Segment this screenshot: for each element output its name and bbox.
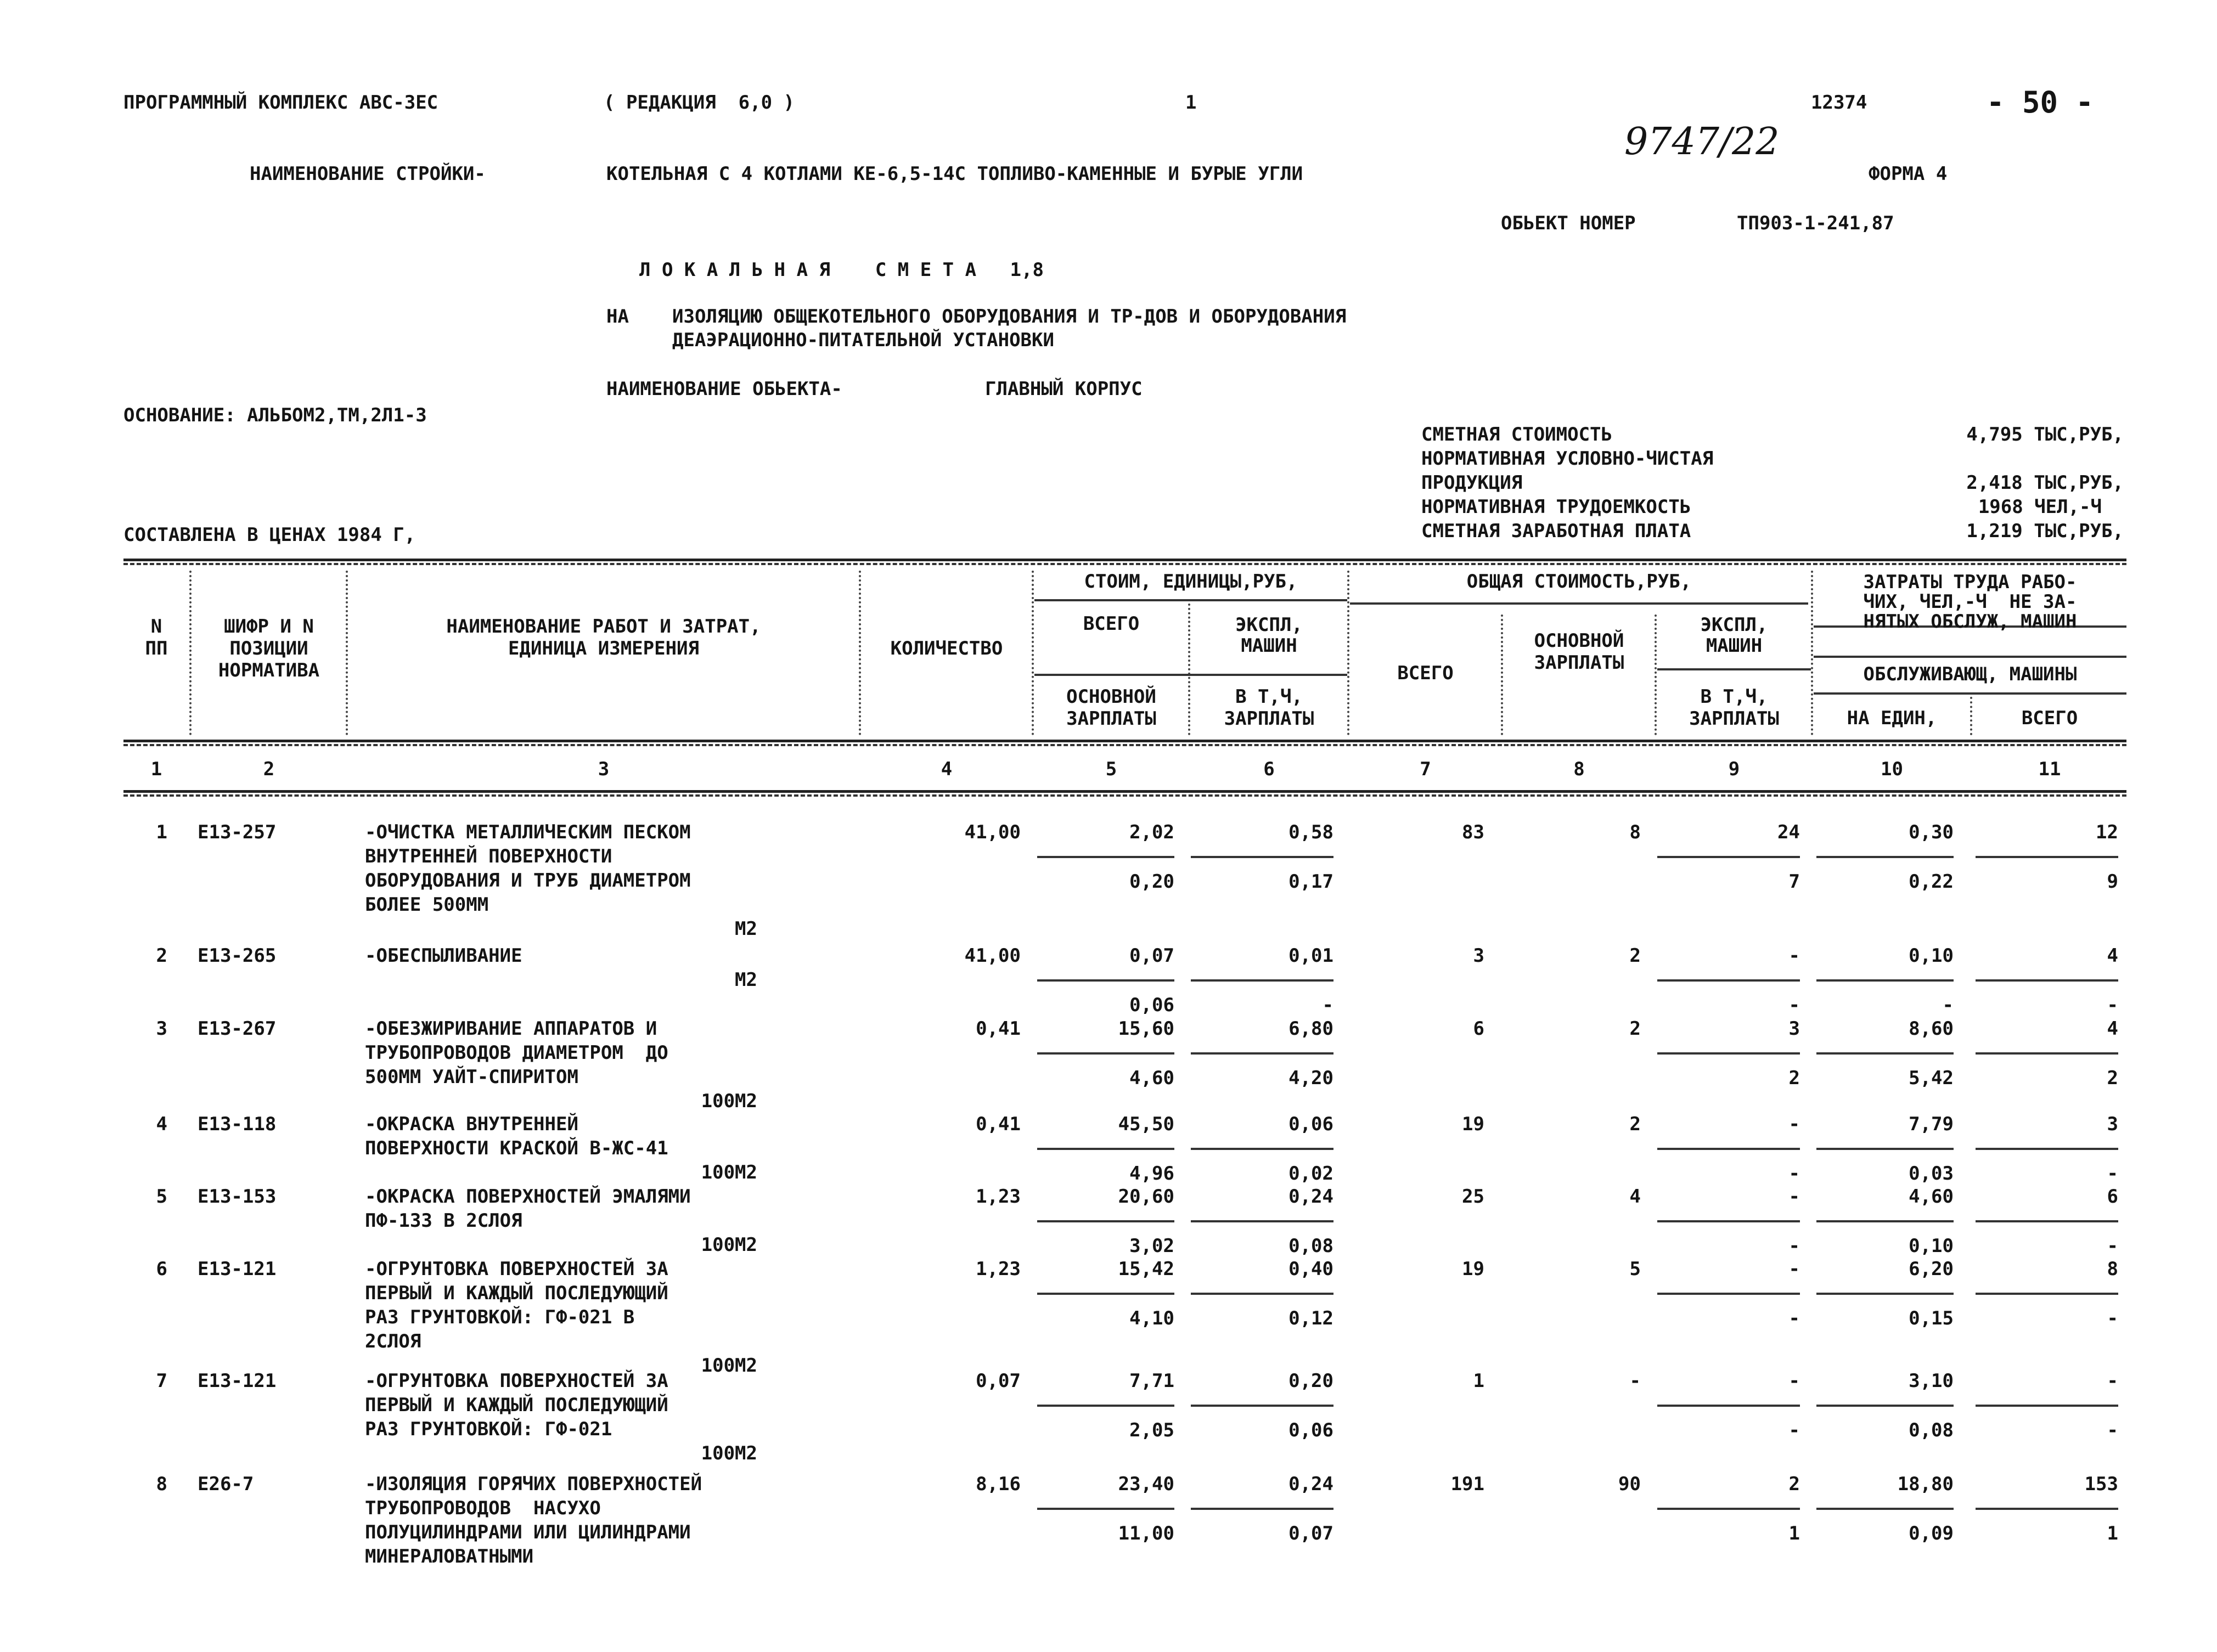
row-name-line: -ОБЕЗЖИРИВАНИЕ АППАРАТОВ И bbox=[365, 1018, 657, 1040]
header-total-machines: ЭКСПЛ, МАШИН bbox=[1700, 614, 1768, 657]
row-subrule bbox=[1657, 856, 1800, 858]
row-name-line: ТРУБОПРОВОДОВ ДИАМЕТРОМ ДО bbox=[365, 1042, 668, 1064]
header-unit-wage: ОСНОВНОЙ ЗАРПЛАТЫ bbox=[1066, 686, 1156, 730]
row-value-c9a: - bbox=[1788, 1370, 1800, 1392]
row-name-line: ПОЛУЦИЛИНДРАМИ ИЛИ ЦИЛИНДРАМИ bbox=[365, 1521, 691, 1543]
row-value-c11a: 4 bbox=[2107, 1018, 2118, 1040]
col-separator bbox=[346, 571, 348, 735]
row-subrule bbox=[1816, 979, 1954, 982]
row-value-c7: 83 bbox=[1462, 821, 1484, 843]
row-subrule bbox=[1037, 1293, 1174, 1295]
row-value-c10a: 8,60 bbox=[1909, 1018, 1954, 1040]
header-col-1: N ПП bbox=[145, 616, 168, 659]
row-subrule bbox=[1816, 1405, 1954, 1407]
row-value-c9b: 2 bbox=[1788, 1067, 1800, 1089]
row-unit: 100М2 bbox=[701, 1090, 757, 1112]
header-subrule bbox=[1814, 656, 2126, 658]
subject-line-2: ДЕАЭРАЦИОННО-ПИТАТЕЛЬНОЙ УСТАНОВКИ bbox=[672, 329, 1054, 351]
row-value-c10b: 0,22 bbox=[1909, 871, 1954, 893]
row-value-c11b: 9 bbox=[2107, 871, 2118, 893]
header-labor: ЗАТРАТЫ ТРУДА РАБО- ЧИХ, ЧЕЛ,-Ч НЕ ЗА- НЯТЫХ ОБСЛУЖ, МАШИН bbox=[1863, 571, 2077, 633]
row-value-c7: 25 bbox=[1462, 1186, 1484, 1208]
row-value-c7: 19 bbox=[1462, 1113, 1484, 1135]
row-value-c11b: 1 bbox=[2107, 1523, 2118, 1544]
header-labor-unit: НА ЕДИН, bbox=[1847, 707, 1937, 729]
row-value-c10b: 0,10 bbox=[1909, 1235, 1954, 1257]
summary-value-wage: 1,219 ТЫС,РУБ, bbox=[1966, 520, 2124, 542]
row-value-c5a: 23,40 bbox=[1118, 1473, 1174, 1495]
row-unit: 100М2 bbox=[701, 1234, 757, 1256]
row-value-c9b: 7 bbox=[1788, 871, 1800, 893]
row-value-c7: 19 bbox=[1462, 1258, 1484, 1280]
header-col-3: НАИМЕНОВАНИЕ РАБОТ И ЗАТРАТ, ЕДИНИЦА ИЗМЕРЕНИЯ bbox=[446, 616, 761, 659]
row-value-c8: 2 bbox=[1629, 1018, 1641, 1040]
row-subrule bbox=[1657, 1148, 1800, 1150]
row-value-c9a: - bbox=[1788, 1186, 1800, 1208]
row-value-c9b: - bbox=[1788, 1163, 1800, 1185]
summary-value-cost: 4,795 ТЫС,РУБ, bbox=[1966, 424, 2124, 446]
row-name-line: ПЕРВЫЙ И КАЖДЫЙ ПОСЛЕДУЮЩИЙ bbox=[365, 1394, 668, 1416]
row-value-c8: 2 bbox=[1629, 945, 1641, 967]
header-labor-service: ОБСЛУЖИВАЮЩ, МАШИНЫ bbox=[1863, 663, 2077, 685]
summary-label-net: НОРМАТИВНАЯ УСЛОВНО-ЧИСТАЯ bbox=[1421, 448, 1714, 470]
row-value-c9a: 3 bbox=[1788, 1018, 1800, 1040]
col-separator bbox=[1811, 571, 1813, 735]
row-value-c5a: 7,71 bbox=[1129, 1370, 1174, 1392]
row-number: 2 bbox=[156, 945, 167, 967]
row-subrule bbox=[1976, 1220, 2118, 1222]
header-subrule bbox=[1034, 674, 1347, 676]
row-value-qty: 41,00 bbox=[964, 945, 1021, 967]
row-name-line: -ОКРАСКА ВНУТРЕННЕЙ bbox=[365, 1113, 578, 1135]
row-code: Е13-121 bbox=[198, 1370, 277, 1392]
header-labor-total: ВСЕГО bbox=[2021, 707, 2078, 729]
row-number: 7 bbox=[156, 1370, 167, 1392]
row-name-line: 2СЛОЯ bbox=[365, 1330, 421, 1352]
row-value-c6a: 6,80 bbox=[1288, 1018, 1333, 1040]
header-col-2: ШИФР И N ПОЗИЦИИ НОРМАТИВА bbox=[218, 616, 320, 681]
row-value-c5a: 15,42 bbox=[1118, 1258, 1174, 1280]
summary-label-wage: СМЕТНАЯ ЗАРАБОТНАЯ ПЛАТА bbox=[1421, 520, 1691, 542]
row-value-c6a: 0,01 bbox=[1288, 945, 1333, 967]
row-value-c7: 1 bbox=[1473, 1370, 1484, 1392]
header-bottom-rule bbox=[123, 740, 2126, 742]
row-value-c9a: - bbox=[1788, 1258, 1800, 1280]
form-label: ФОРМА 4 bbox=[1869, 163, 1948, 185]
row-subrule bbox=[1037, 1220, 1174, 1222]
row-name-line: РАЗ ГРУНТОВКОЙ: ГФ-021 bbox=[365, 1418, 612, 1440]
row-value-c11a: 6 bbox=[2107, 1186, 2118, 1208]
page-mark: - 50 - bbox=[1987, 85, 2094, 120]
row-value-c10b: 5,42 bbox=[1909, 1067, 1954, 1089]
row-value-c5b: 3,02 bbox=[1129, 1235, 1174, 1257]
row-number: 6 bbox=[156, 1258, 167, 1280]
row-value-c8: 2 bbox=[1629, 1113, 1641, 1135]
row-value-c11a: 8 bbox=[2107, 1258, 2118, 1280]
table-top-rule bbox=[123, 559, 2126, 561]
row-value-c6b: 0,07 bbox=[1288, 1523, 1333, 1544]
row-value-c11a: 12 bbox=[2096, 821, 2118, 843]
row-value-c5a: 15,60 bbox=[1118, 1018, 1174, 1040]
row-value-c11b: - bbox=[2107, 994, 2118, 1016]
basis: ОСНОВАНИЕ: АЛЬБОМ2,ТМ,2Л1-3 bbox=[123, 404, 427, 426]
row-value-c9a: - bbox=[1788, 1113, 1800, 1135]
program-name: ПРОГРАММНЫЙ КОМПЛЕКС АВС-3ЕС bbox=[123, 92, 438, 114]
row-name-line: ОБОРУДОВАНИЯ И ТРУБ ДИАМЕТРОМ bbox=[365, 870, 691, 892]
row-value-c6b: 0,12 bbox=[1288, 1307, 1333, 1329]
row-value-qty: 1,23 bbox=[976, 1258, 1021, 1280]
col-separator bbox=[1032, 571, 1034, 735]
row-value-c8: 90 bbox=[1618, 1473, 1641, 1495]
row-value-c9b: 1 bbox=[1788, 1523, 1800, 1544]
page-number: 1 bbox=[1185, 92, 1197, 114]
summary-value-product: 2,418 ТЫС,РУБ, bbox=[1966, 472, 2124, 494]
row-code: Е13-265 bbox=[198, 945, 277, 967]
col-num: 3 bbox=[598, 758, 610, 780]
row-subrule bbox=[1037, 979, 1174, 982]
col-num: 1 bbox=[150, 758, 162, 780]
row-unit: М2 bbox=[735, 918, 757, 940]
construction-value: КОТЕЛЬНАЯ С 4 КОТЛАМИ КЕ-6,5-14С ТОПЛИВО-КАМЕННЫЕ И БУРЫЕ УГЛИ bbox=[606, 163, 1303, 185]
row-value-c5b: 4,10 bbox=[1129, 1307, 1174, 1329]
subject-prefix: НА bbox=[606, 306, 629, 328]
row-value-c9b: - bbox=[1788, 1419, 1800, 1441]
col-separator bbox=[1970, 697, 1972, 735]
col-num: 4 bbox=[941, 758, 953, 780]
row-value-c10a: 3,10 bbox=[1909, 1370, 1954, 1392]
row-value-c9b: - bbox=[1788, 994, 1800, 1016]
row-subrule bbox=[1191, 1220, 1333, 1222]
subject-line-1: ИЗОЛЯЦИЮ ОБЩЕКОТЕЛЬНОГО ОБОРУДОВАНИЯ И ТР-ДОВ И ОБОРУДОВАНИЯ bbox=[672, 306, 1347, 328]
col-num: 6 bbox=[1263, 758, 1275, 780]
row-value-c6a: 0,24 bbox=[1288, 1186, 1333, 1208]
row-name-line: БОЛЕЕ 500ММ bbox=[365, 894, 489, 916]
row-subrule bbox=[1191, 979, 1333, 982]
row-name-line: ВНУТРЕННЕЙ ПОВЕРХНОСТИ bbox=[365, 845, 612, 867]
row-value-c6a: 0,24 bbox=[1288, 1473, 1333, 1495]
row-value-c9a: 24 bbox=[1777, 821, 1800, 843]
header-total-cost: ОБЩАЯ СТОИМОСТЬ,РУБ, bbox=[1466, 571, 1692, 593]
object-name-value: ГЛАВНЫЙ КОРПУС bbox=[985, 378, 1143, 400]
row-name-line: ТРУБОПРОВОДОВ НАСУХО bbox=[365, 1497, 601, 1519]
row-subrule bbox=[1657, 1405, 1800, 1407]
object-number-label: ОБЬЕКТ НОМЕР bbox=[1501, 212, 1636, 234]
col-separator bbox=[189, 571, 192, 735]
row-subrule bbox=[1657, 1293, 1800, 1295]
row-subrule bbox=[1037, 1405, 1174, 1407]
row-subrule bbox=[1816, 1508, 1954, 1510]
row-value-c10b: 0,09 bbox=[1909, 1523, 1954, 1544]
row-code: Е13-153 bbox=[198, 1186, 277, 1208]
col-num: 5 bbox=[1105, 758, 1117, 780]
row-code: Е26-7 bbox=[198, 1473, 254, 1495]
row-number: 3 bbox=[156, 1018, 167, 1040]
handwritten-number: 9747/22 bbox=[1624, 120, 1780, 163]
row-subrule bbox=[1037, 1052, 1174, 1055]
row-value-c9b: - bbox=[1788, 1235, 1800, 1257]
col-separator bbox=[859, 571, 861, 735]
row-value-c7: 6 bbox=[1473, 1018, 1484, 1040]
row-value-c10b: 0,03 bbox=[1909, 1163, 1954, 1185]
edition: ( РЕДАКЦИЯ 6,0 ) bbox=[604, 92, 795, 114]
row-name-line: ПЕРВЫЙ И КАЖДЫЙ ПОСЛЕДУЮЩИЙ bbox=[365, 1282, 668, 1304]
row-number: 8 bbox=[156, 1473, 167, 1495]
col-separator bbox=[1655, 614, 1657, 735]
row-value-c6a: 0,58 bbox=[1288, 821, 1333, 843]
row-code: Е13-118 bbox=[198, 1113, 277, 1135]
header-unit-incl-wage: В Т,Ч, ЗАРПЛАТЫ bbox=[1224, 686, 1314, 730]
row-unit: 100М2 bbox=[701, 1442, 757, 1464]
row-subrule bbox=[1976, 1052, 2118, 1055]
row-value-c6b: 0,06 bbox=[1288, 1419, 1333, 1441]
summary-label-cost: СМЕТНАЯ СТОИМОСТЬ bbox=[1421, 424, 1612, 446]
header-total-wage: ОСНОВНОЙ ЗАРПЛАТЫ bbox=[1534, 630, 1624, 674]
row-value-c5a: 2,02 bbox=[1129, 821, 1174, 843]
row-value-c6b: 4,20 bbox=[1288, 1067, 1333, 1089]
row-value-c10a: 7,79 bbox=[1909, 1113, 1954, 1135]
row-value-c6b: - bbox=[1322, 994, 1333, 1016]
row-subrule bbox=[1976, 1508, 2118, 1510]
row-value-c6b: 0,02 bbox=[1288, 1163, 1333, 1185]
row-subrule bbox=[1191, 1508, 1333, 1510]
header-unit-total: ВСЕГО bbox=[1083, 613, 1140, 635]
construction-label: НАИМЕНОВАНИЕ СТРОЙКИ- bbox=[250, 163, 486, 185]
row-subrule bbox=[1657, 1508, 1800, 1510]
row-code: Е13-257 bbox=[198, 821, 277, 843]
row-value-qty: 8,16 bbox=[976, 1473, 1021, 1495]
summary-label-product: ПРОДУКЦИЯ bbox=[1421, 472, 1523, 494]
row-unit: М2 bbox=[735, 969, 757, 991]
row-value-c10a: 0,30 bbox=[1909, 821, 1954, 843]
header-total-all: ВСЕГО bbox=[1397, 662, 1454, 684]
row-subrule bbox=[1816, 1148, 1954, 1150]
row-value-c9a: - bbox=[1788, 945, 1800, 967]
row-subrule bbox=[1191, 1052, 1333, 1055]
row-subrule bbox=[1976, 1405, 2118, 1407]
header-total-incl-wage: В Т,Ч, ЗАРПЛАТЫ bbox=[1689, 686, 1779, 730]
row-code: Е13-121 bbox=[198, 1258, 277, 1280]
row-name-line: -ОГРУНТОВКА ПОВЕРХНОСТЕЙ ЗА bbox=[365, 1370, 668, 1392]
row-value-c11b: - bbox=[2107, 1235, 2118, 1257]
row-subrule bbox=[1191, 1293, 1333, 1295]
object-number-value: ТП903-1-241,87 bbox=[1737, 212, 1894, 234]
row-subrule bbox=[1191, 856, 1333, 858]
object-name-label: НАИМЕНОВАНИЕ ОБЬЕКТА- bbox=[606, 378, 842, 400]
row-value-c6a: 0,20 bbox=[1288, 1370, 1333, 1392]
row-subrule bbox=[1657, 979, 1800, 982]
summary-label-labor: НОРМАТИВНАЯ ТРУДОЕМКОСТЬ bbox=[1421, 496, 1691, 518]
row-value-c8: 8 bbox=[1629, 821, 1641, 843]
row-unit: 100М2 bbox=[701, 1355, 757, 1377]
row-number: 1 bbox=[156, 821, 167, 843]
row-value-qty: 1,23 bbox=[976, 1186, 1021, 1208]
numbers-bottom-rule bbox=[123, 790, 2126, 793]
col-separator bbox=[1347, 571, 1349, 735]
col-num: 9 bbox=[1728, 758, 1740, 780]
row-subrule bbox=[1657, 1052, 1800, 1055]
row-subrule bbox=[1976, 979, 2118, 982]
col-num: 8 bbox=[1573, 758, 1585, 780]
row-value-c10b: 0,08 bbox=[1909, 1419, 1954, 1441]
row-subrule bbox=[1037, 1148, 1174, 1150]
row-name-line: ПОВЕРХНОСТИ КРАСКОЙ В-ЖС-41 bbox=[365, 1137, 668, 1159]
row-value-c9a: 2 bbox=[1788, 1473, 1800, 1495]
summary-value-labor: 1968 ЧЕЛ,-Ч bbox=[1978, 496, 2102, 518]
row-value-c5b: 2,05 bbox=[1129, 1419, 1174, 1441]
row-subrule bbox=[1816, 1293, 1954, 1295]
row-name-line: -ОЧИСТКА МЕТАЛЛИЧЕСКИМ ПЕСКОМ bbox=[365, 821, 691, 843]
row-value-c6b: 0,17 bbox=[1288, 871, 1333, 893]
prices-basis: СОСТАВЛЕНА В ЦЕНАХ 1984 Г, bbox=[123, 524, 416, 546]
row-subrule bbox=[1976, 1293, 2118, 1295]
row-value-c10a: 0,10 bbox=[1909, 945, 1954, 967]
row-value-qty: 0,07 bbox=[976, 1370, 1021, 1392]
estimate-title: Л О К А Л Ь Н А Я С М Е Т А 1,8 bbox=[639, 259, 1044, 281]
row-unit: 100М2 bbox=[701, 1162, 757, 1183]
col-num: 7 bbox=[1420, 758, 1431, 780]
row-value-c11a: 4 bbox=[2107, 945, 2118, 967]
row-value-c11b: - bbox=[2107, 1163, 2118, 1185]
row-value-c7: 191 bbox=[1450, 1473, 1484, 1495]
row-value-c7: 3 bbox=[1473, 945, 1484, 967]
row-value-c8: 4 bbox=[1629, 1186, 1641, 1208]
row-number: 4 bbox=[156, 1113, 167, 1135]
row-value-c5b: 0,20 bbox=[1129, 871, 1174, 893]
row-subrule bbox=[1816, 1220, 1954, 1222]
doc-number: 12374 bbox=[1811, 92, 1867, 114]
row-value-c5b: 4,96 bbox=[1129, 1163, 1174, 1185]
row-value-c5a: 0,07 bbox=[1129, 945, 1174, 967]
row-value-c8: 5 bbox=[1629, 1258, 1641, 1280]
row-value-qty: 0,41 bbox=[976, 1113, 1021, 1135]
row-value-c10a: 18,80 bbox=[1897, 1473, 1954, 1495]
row-subrule bbox=[1037, 856, 1174, 858]
row-value-c10a: 4,60 bbox=[1909, 1186, 1954, 1208]
row-name-line: -ОГРУНТОВКА ПОВЕРХНОСТЕЙ ЗА bbox=[365, 1258, 668, 1280]
row-subrule bbox=[1816, 1052, 1954, 1055]
row-subrule bbox=[1657, 1220, 1800, 1222]
row-value-c5b: 0,06 bbox=[1129, 994, 1174, 1016]
row-subrule bbox=[1191, 1405, 1333, 1407]
col-num: 2 bbox=[263, 758, 275, 780]
header-subrule bbox=[1350, 602, 1808, 605]
row-name-line: -ОБЕСПЫЛИВАНИЕ bbox=[365, 945, 522, 967]
col-separator bbox=[1501, 614, 1503, 735]
row-name-line: МИНЕРАЛОВАТНЫМИ bbox=[365, 1546, 534, 1568]
row-value-c11b: - bbox=[2107, 1419, 2118, 1441]
row-subrule bbox=[1037, 1508, 1174, 1510]
row-name-line: -ОКРАСКА ПОВЕРХНОСТЕЙ ЭМАЛЯМИ bbox=[365, 1186, 691, 1208]
row-value-c11b: 2 bbox=[2107, 1067, 2118, 1089]
row-value-c10b: - bbox=[1942, 994, 1954, 1016]
header-subrule bbox=[1657, 668, 1811, 670]
header-subrule bbox=[1814, 692, 2126, 695]
row-subrule bbox=[1816, 856, 1954, 858]
row-value-c5a: 45,50 bbox=[1118, 1113, 1174, 1135]
row-value-c11b: - bbox=[2107, 1307, 2118, 1329]
table-top-rule-2 bbox=[123, 563, 2126, 565]
row-value-c10b: 0,15 bbox=[1909, 1307, 1954, 1329]
col-num: 11 bbox=[2038, 758, 2061, 780]
row-value-c10a: 6,20 bbox=[1909, 1258, 1954, 1280]
row-value-c5b: 4,60 bbox=[1129, 1067, 1174, 1089]
header-unit-cost: СТОИМ, ЕДИНИЦЫ,РУБ, bbox=[1084, 571, 1298, 593]
row-name-line: -ИЗОЛЯЦИЯ ГОРЯЧИХ ПОВЕРХНОСТЕЙ bbox=[365, 1473, 702, 1495]
row-subrule bbox=[1976, 1148, 2118, 1150]
header-unit-machines: ЭКСПЛ, МАШИН bbox=[1235, 614, 1303, 657]
row-value-c9b: - bbox=[1788, 1307, 1800, 1329]
col-num: 10 bbox=[1881, 758, 1903, 780]
numbers-bottom-rule-2 bbox=[123, 794, 2126, 797]
header-subrule bbox=[1034, 599, 1347, 601]
row-subrule bbox=[1191, 1148, 1333, 1150]
row-value-c6a: 0,06 bbox=[1288, 1113, 1333, 1135]
row-value-c5b: 11,00 bbox=[1118, 1523, 1174, 1544]
row-value-c11a: 3 bbox=[2107, 1113, 2118, 1135]
row-value-c11a: - bbox=[2107, 1370, 2118, 1392]
row-name-line: 500ММ УАЙТ-СПИРИТОМ bbox=[365, 1066, 578, 1088]
row-value-c11a: 153 bbox=[2084, 1473, 2118, 1495]
row-value-qty: 0,41 bbox=[976, 1018, 1021, 1040]
row-name-line: РАЗ ГРУНТОВКОЙ: ГФ-021 В bbox=[365, 1306, 635, 1328]
row-subrule bbox=[1976, 856, 2118, 858]
row-value-c5a: 20,60 bbox=[1118, 1186, 1174, 1208]
row-name-line: ПФ-133 В 2СЛОЯ bbox=[365, 1210, 522, 1232]
row-value-c8: - bbox=[1629, 1370, 1641, 1392]
row-number: 5 bbox=[156, 1186, 167, 1208]
row-value-c6a: 0,40 bbox=[1288, 1258, 1333, 1280]
header-col-4: КОЛИЧЕСТВО bbox=[890, 638, 1003, 659]
row-value-qty: 41,00 bbox=[964, 821, 1021, 843]
col-separator bbox=[1188, 604, 1190, 735]
row-value-c6b: 0,08 bbox=[1288, 1235, 1333, 1257]
row-code: Е13-267 bbox=[198, 1018, 277, 1040]
header-bottom-rule-2 bbox=[123, 744, 2126, 746]
